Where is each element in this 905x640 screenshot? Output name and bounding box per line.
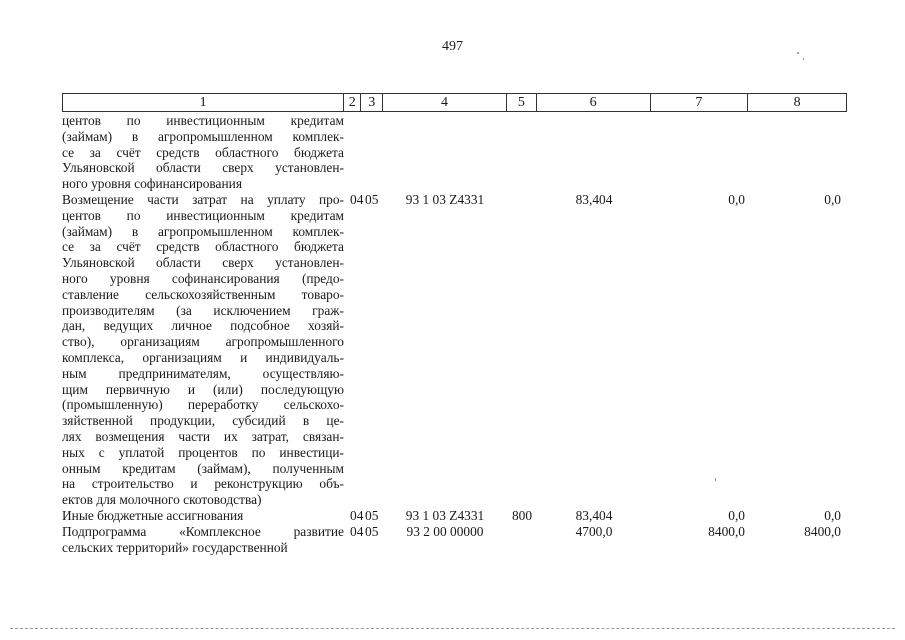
description-line: (займам) в агропромышленном комплек-: [62, 223, 344, 239]
description-line: ектов для молочного скотоводства): [62, 492, 262, 508]
table-row: [62, 192, 847, 508]
amount-col-8: 8400,0: [804, 523, 841, 539]
subsection-code: [361, 113, 383, 192]
header-col-7: 7: [651, 94, 749, 111]
scan-speck: [715, 478, 716, 481]
row-description: [62, 113, 344, 192]
amount-col-8: 0,0: [824, 191, 841, 207]
amount-col-6: [537, 113, 651, 192]
target-article-code: 93 1 03 Z4331: [405, 191, 485, 207]
amount-col-8: 0,0: [824, 507, 841, 523]
description-line: на строительство и реконструкцию объ-: [62, 476, 344, 492]
table-row: [62, 524, 847, 556]
section-code: [344, 113, 361, 192]
amount-col-8: [749, 113, 847, 192]
section-code: 04: [350, 507, 364, 523]
description-line: комплекса, организациям и индивидуаль-: [62, 349, 344, 365]
table-body: [62, 113, 847, 555]
description-line: ство), организациям агропромышленного: [62, 334, 344, 350]
bottom-dashed-border: [10, 628, 895, 629]
target-article-code: 93 1 03 Z4331: [405, 507, 485, 523]
expense-type-code: [507, 192, 537, 508]
description-line: щим первичную и (или) последующую: [62, 381, 344, 397]
description-line: ного уровня софинансирования: [62, 176, 242, 192]
subsection-code: 05: [365, 507, 379, 523]
description-line: Возмещение части затрат на уплату про-: [62, 191, 344, 207]
description-line: се за счёт средств областного бюджета: [62, 144, 344, 160]
description-line: производителям (за исключением граж-: [62, 302, 344, 318]
description-line: Ульяновской области сверх установлен-: [62, 160, 344, 176]
header-col-2: 2: [344, 94, 361, 111]
subsection-code: 05: [365, 191, 379, 207]
amount-col-7: [651, 113, 749, 192]
page-number: 497: [442, 39, 463, 54]
description-line: сельских территорий» государственной: [62, 539, 288, 555]
header-col-8: 8: [793, 95, 801, 110]
header-col-4: 4: [383, 94, 507, 111]
description-line: ных с уплатой процентов по инвестици-: [62, 444, 344, 460]
description-line: зяйственной продукции, субсидий в це-: [62, 413, 344, 429]
expense-type-code: [507, 113, 537, 192]
description-line: ным предпринимателям, осуществляю-: [62, 365, 344, 381]
description-line: ного уровня софинансирования (предо-: [62, 270, 344, 286]
amount-col-7: 8400,0: [708, 523, 745, 539]
section-code: 04: [350, 523, 364, 539]
amount-col-7: 0,0: [728, 507, 745, 523]
amount-col-7: 0,0: [728, 191, 745, 207]
amount-col-6: 4700,0: [575, 523, 613, 539]
description-line: (промышленную) переработку сельскохо-: [62, 397, 344, 413]
description-line: се за счёт средств областного бюджета: [62, 239, 344, 255]
description-line: Подпрограмма «Комплексное развитие: [62, 523, 344, 539]
target-article-code: 93 2 00 00000: [406, 523, 484, 539]
description-line: ставление сельскохозяйственным товаро-: [62, 286, 344, 302]
expense-type-code: [507, 524, 537, 556]
row-description: [62, 508, 344, 524]
scan-speck: [797, 52, 799, 54]
amount-col-6: 83,404: [575, 191, 613, 207]
expense-type-code: 800: [511, 507, 533, 523]
table-row: [62, 508, 847, 524]
header-col-1: 1: [63, 94, 344, 111]
description-line: центов по инвестиционным кредитам: [62, 113, 344, 128]
description-line: (займам) в агропромышленном комплек-: [62, 128, 344, 144]
header-col-5: 5: [507, 94, 537, 111]
table-row: [62, 113, 847, 192]
header-col-3: 3: [361, 94, 383, 111]
amount-col-6: 83,404: [575, 507, 613, 523]
row-description: [62, 192, 344, 508]
row-description: [62, 524, 344, 556]
description-line: Ульяновской области сверх установлен-: [62, 255, 344, 271]
description-line: Иные бюджетные ассигнования: [62, 507, 244, 523]
description-line: дан, ведущих личное подсобное хозяй-: [62, 318, 344, 334]
description-line: лях возмещения части их затрат, связан-: [62, 428, 344, 444]
target-article-code: [383, 113, 507, 192]
scan-speck: [803, 58, 804, 60]
subsection-code: 05: [365, 523, 379, 539]
section-code: 04: [350, 191, 364, 207]
description-line: центов по инвестиционным кредитам: [62, 207, 344, 223]
description-line: онным кредитам (займам), полученным: [62, 460, 344, 476]
table-header: [62, 93, 847, 112]
header-col-6: 6: [537, 94, 651, 111]
